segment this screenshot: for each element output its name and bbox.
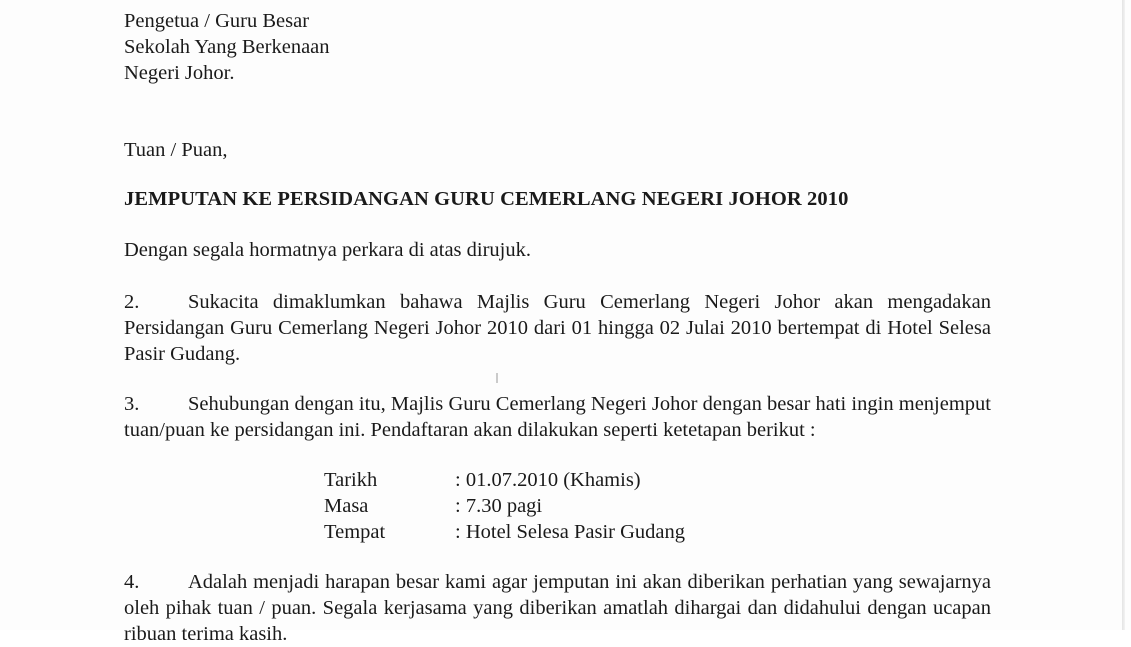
- detail-label: Tarikh: [324, 469, 378, 491]
- scan-edge: [1122, 0, 1125, 630]
- paragraph-text: Adalah menjadi harapan besar kami agar jemputan ini akan diberikan perhatian yang sewajarnya oleh pihak tuan / puan. Segala kerjasama yang diberikan amatlah dihargai dan didahului dengan ucapan ribuan terima kasih.: [124, 571, 991, 645]
- letter-subject: JEMPUTAN KE PERSIDANGAN GURU CEMERLANG NEGERI JOHOR 2010: [124, 188, 849, 210]
- detail-row-time: [324, 493, 685, 519]
- opening-sentence: Dengan segala hormatnya perkara di atas dirujuk.: [124, 239, 531, 261]
- paragraph-number: 2.: [124, 291, 140, 313]
- paragraph-2: [124, 289, 991, 367]
- salutation: Tuan / Puan,: [124, 139, 228, 161]
- registration-details: [324, 467, 685, 545]
- detail-value: : 7.30 pagi: [455, 495, 543, 517]
- detail-value: : 01.07.2010 (Khamis): [455, 469, 641, 491]
- detail-row-date: [324, 467, 685, 493]
- paragraph-number: 4.: [124, 571, 140, 593]
- recipient-line-3: Negeri Johor.: [124, 62, 235, 84]
- detail-row-venue: [324, 519, 685, 545]
- paragraph-3: [124, 391, 991, 443]
- paragraph-text: Sukacita dimaklumkan bahawa Majlis Guru Cemerlang Negeri Johor akan mengadakan Persidangan Guru Cemerlang Negeri Johor 2010 dari 01 hingga 02 Julai 2010 bertempat di Hotel Selesa Pasir Gudang.: [124, 291, 991, 365]
- detail-label: Tempat: [324, 521, 386, 543]
- recipient-line-2: Sekolah Yang Berkenaan: [124, 36, 330, 58]
- detail-label: Masa: [324, 495, 369, 517]
- paragraph-text: Sehubungan dengan itu, Majlis Guru Cemerlang Negeri Johor dengan besar hati ingin menjemput tuan/puan ke persidangan ini. Pendaftaran akan dilakukan seperti ketetapan berikut :: [124, 393, 991, 441]
- scan-speck: [496, 373, 498, 383]
- recipient-line-1: Pengetua / Guru Besar: [124, 10, 310, 32]
- paragraph-4: [124, 569, 991, 647]
- paragraph-number: 3.: [124, 393, 140, 415]
- detail-value: : Hotel Selesa Pasir Gudang: [455, 521, 686, 543]
